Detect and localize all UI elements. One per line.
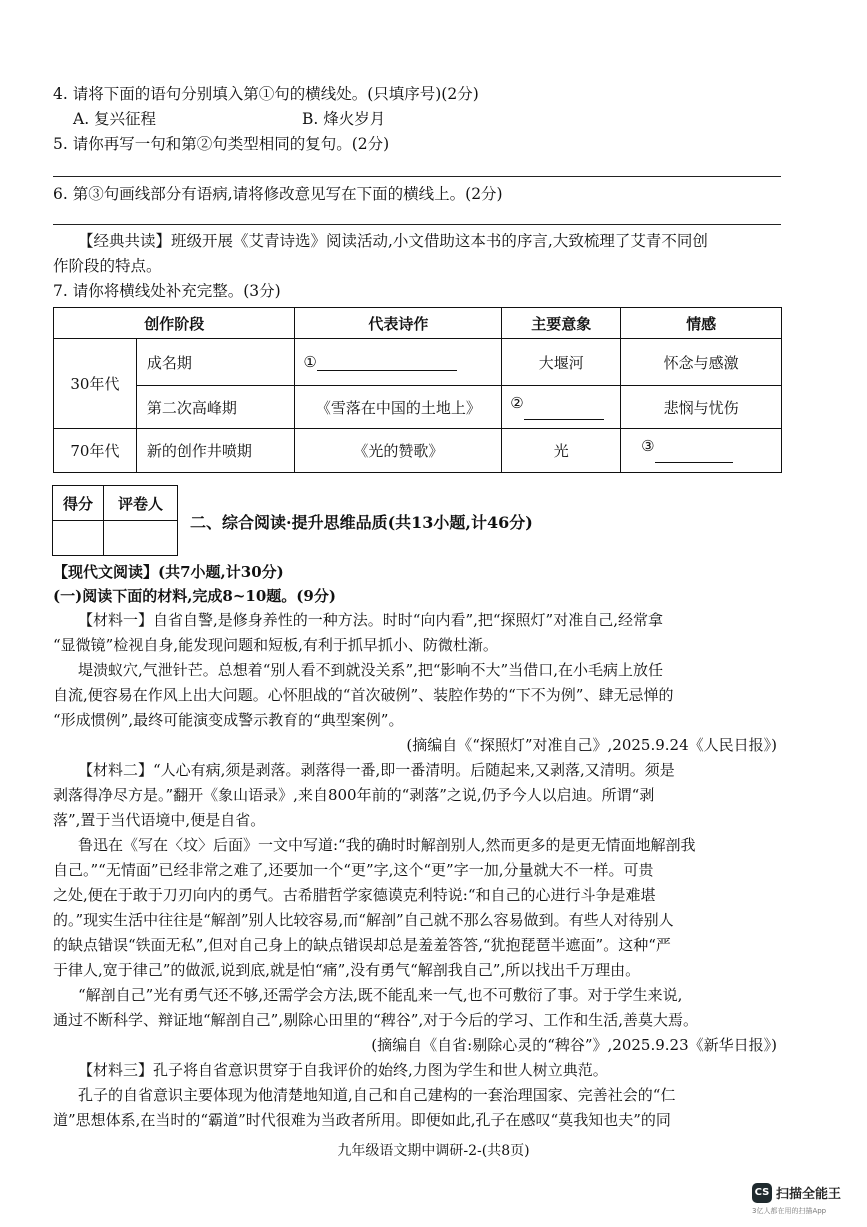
brand-name: 扫描全能王 [776,1187,842,1202]
header-emotion: 情感 [621,308,782,339]
era-30s: 30年代 [54,339,137,429]
image-cell: 大堰河 [502,339,621,386]
header-work: 代表诗作 [295,308,502,339]
page-footer: 九年级语文期中调研-2-(共8页) [337,1143,530,1159]
answer-line-6[interactable] [53,224,781,225]
blank-marker: ② [510,393,524,412]
material-1-line: “形成惯例”,最终可能演变成警示教育的“典型案例”。 [53,711,404,729]
score-input[interactable] [53,521,104,556]
table-header-row [54,308,782,339]
emotion-cell: 悲悯与忧伤 [621,386,782,429]
material-2-line: 的。”现实生活中往往是“解剖”别人比较容易,而“解剖”自己就不那么容易做到。有些人对待别人 [53,911,674,929]
question-5: 5. 请你再写一句和第②句类型相同的复句。(2分) [53,135,390,153]
material-2-line: 鲁迅在《写在〈坟〉后面》一文中写道:“我的确时时解剖别人,然而更多的是更无情面地解剖我 [78,836,696,854]
work-cell: 《光的赞歌》 [295,429,502,473]
era-70s: 70年代 [54,429,137,473]
grader-label: 评卷人 [103,486,177,521]
stage-cell: 成名期 [136,339,295,386]
fill-blank-1[interactable] [317,354,457,371]
question-6: 6. 第③句画线部分有语病,请将修改意见写在下面的横线上。(2分) [53,185,503,203]
scanner-watermark [752,1181,862,1221]
blank-marker: ① [303,353,317,371]
grader-input[interactable] [103,521,177,556]
question-4-option-a: A. 复兴征程 [73,110,157,128]
classic-reading-intro: 【经典共读】班级开展《艾青诗选》阅读活动,小文借助这本书的序言,大致梳理了艾青不同创 [78,232,708,250]
classic-reading-intro-2: 作阶段的特点。 [53,257,162,275]
header-image: 主要意象 [502,308,621,339]
fill-blank-3[interactable] [655,438,733,463]
material-1-line: “显微镜”检视自身,能发现问题和短板,有利于抓早抓小、防微杜渐。 [53,636,498,654]
table-row [54,339,782,386]
material-2-source: (摘编自《自省:剔除心灵的“稗谷”》,2025.9.23《新华日报》) [371,1036,777,1054]
material-1-line: 堤溃蚁穴,气泄针芒。总想着“别人看不到就没关系”,把“影响不大”当借口,在小毛病上放任 [78,661,663,679]
question-7: 7. 请你将横线处补充完整。(3分) [53,282,281,300]
material-2-line: 【材料二】“人心有病,须是剥落。剥落得一番,即一番清明。后随起来,又剥落,又清明。须是 [78,761,675,779]
work-cell: 《雪落在中国的土地上》 [295,386,502,429]
material-1-source: (摘编自《“探照灯”对准自己》,2025.9.24《人民日报》) [406,736,777,754]
brand-tagline: 3亿人都在用的扫描App [752,1207,827,1215]
image-cell: 光 [502,429,621,473]
blank-1-cell[interactable] [295,339,502,386]
material-2-line: 落”,置于当代语境中,便是自省。 [53,811,266,829]
material-3-line: 道”思想体系,在当时的“霸道”时代很难为当政者所用。即便如此,孔子在感叹“莫我知也夫”的同 [53,1111,671,1129]
material-2-line: 自己。”“无情面”已经非常之难了,还要加一个“更”字,这个“更”字一加,分量就大不一样。可贵 [53,861,654,879]
section-2-title: 二、综合阅读·提升思维品质(共13小题,计46分) [190,513,533,532]
answer-line-5[interactable] [53,176,781,177]
score-box [52,485,178,556]
camscanner-logo-icon: CS [752,1183,772,1203]
question-4-option-b: B. 烽火岁月 [302,110,386,128]
table-row [54,386,782,429]
blank-2-cell[interactable] [502,386,621,429]
material-1-line: 【材料一】自省自警,是修身养性的一种方法。时时“向内看”,把“探照灯”对准自己,经常拿 [78,611,663,629]
material-2-line: 剥落得净尽方是。”翻开《象山语录》,来自800年前的“剥落”之说,仍予今人以启迪。所谓“剥 [53,786,655,804]
score-label: 得分 [53,486,104,521]
poetry-stage-table [53,307,782,473]
material-2-line: “解剖自己”光有勇气还不够,还需学会方法,既不能乱来一气,也不可敷衍了事。对于学生来说, [78,986,683,1004]
stage-cell: 新的创作井喷期 [136,429,295,473]
question-4: 4. 请将下面的语句分别填入第①句的横线处。(只填序号)(2分) [53,85,479,103]
header-stage: 创作阶段 [54,308,295,339]
emotion-cell: 怀念与感激 [621,339,782,386]
blank-3-cell[interactable] [621,429,782,473]
stage-cell: 第二次高峰期 [136,386,295,429]
material-2-line: 通过不断科学、辩证地“解剖自己”,剔除心田里的“稗谷”,对于今后的学习、工作和生活,善莫大焉。 [53,1011,698,1029]
material-3-line: 【材料三】孔子将自省意识贯穿于自我评价的始终,力图为学生和世人树立典范。 [78,1061,608,1079]
modern-reading-heading: 【现代文阅读】(共7小题,计30分) [53,563,284,581]
blank-marker: ③ [641,437,655,455]
material-2-line: 之处,便在于敢于刀刃向内的勇气。古希腊哲学家德谟克利特说:“和自己的心进行斗争是难堪 [53,886,656,904]
material-2-line: 于律人,宽于律己”的做派,说到底,就是怕“痛”,没有勇气“解剖我自己”,所以找出千万理由。 [53,961,641,979]
part-1-heading: (一)阅读下面的材料,完成8~10题。(9分) [53,587,336,605]
material-2-line: 的缺点错误“铁面无私”,但对自己身上的缺点错误却总是羞羞答答,“犹抱琵琶半遮面”。这种“严 [53,936,671,954]
material-3-line: 孔子的自省意识主要体现为他清楚地知道,自己和自己建构的一套治理国家、完善社会的“仁 [78,1086,676,1104]
material-1-line: 自流,便容易在作风上出大问题。心怀胆战的“首次破例”、装腔作势的“下不为例”、肆无忌惮的 [53,686,674,704]
fill-blank-2[interactable] [524,395,604,420]
table-row [54,429,782,473]
